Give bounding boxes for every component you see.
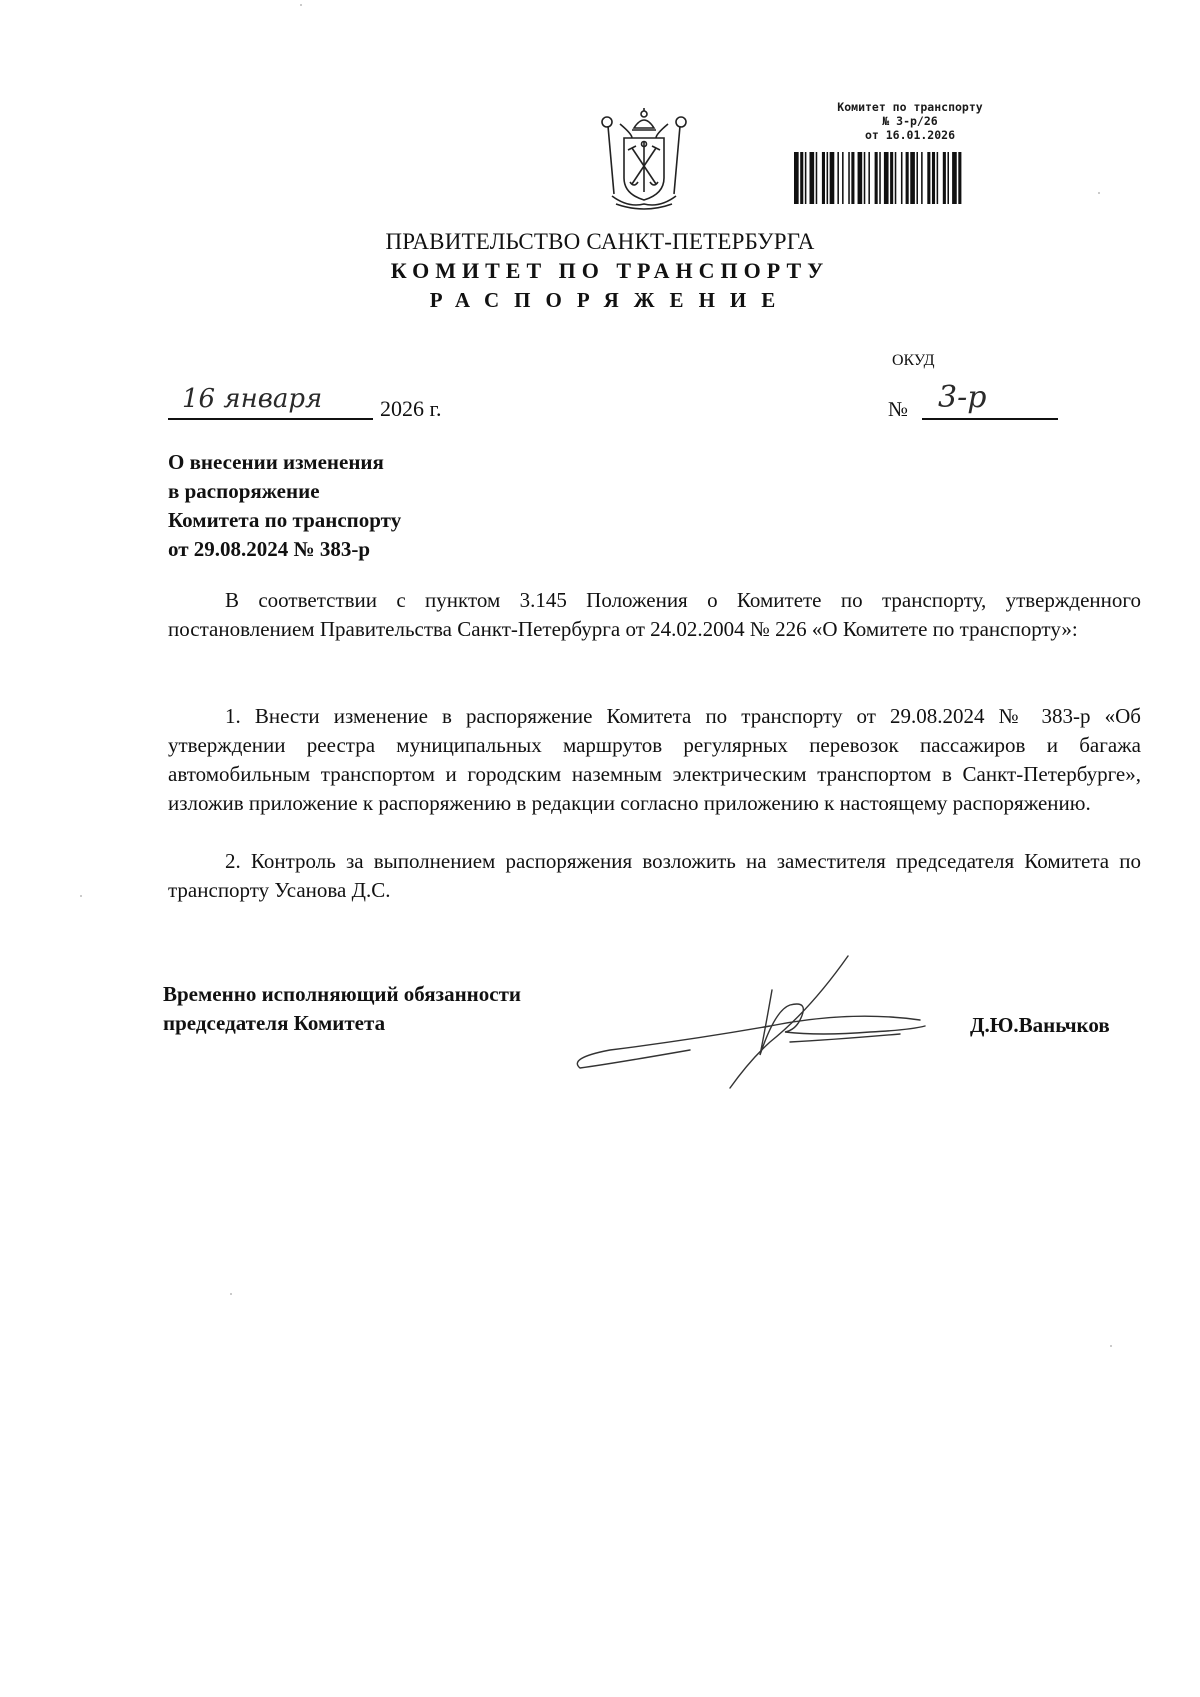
barcode-bar xyxy=(816,152,818,204)
item-2-paragraph: 2. Контроль за выполнением распоряжения возложить на заместителя председателя Комитета по транспорту Усанова Д.С. xyxy=(168,849,1141,902)
barcode-bar xyxy=(842,152,844,204)
subject-line: О внесении изменения xyxy=(168,450,384,474)
barcode-bar xyxy=(901,152,903,204)
barcode-bar xyxy=(864,152,866,204)
barcode-bar xyxy=(943,152,946,204)
barcode-bar xyxy=(851,152,854,204)
barcode-bar xyxy=(947,152,949,204)
subject-line: от 29.08.2024 № 383-р xyxy=(168,537,371,561)
barcode xyxy=(794,152,1030,204)
barcode-bar xyxy=(848,152,850,204)
barcode-bar xyxy=(932,152,935,204)
barcode-bar xyxy=(916,152,918,204)
barcode-bar xyxy=(858,152,863,204)
barcode-bar xyxy=(937,152,939,204)
signatory-title-line: Временно исполняющий обязанности xyxy=(163,982,522,1006)
document-number xyxy=(888,380,1058,420)
barcode-bar xyxy=(810,152,815,204)
date-year: 2026 г. xyxy=(380,396,442,421)
document-type-title: РАСПОРЯЖЕНИЕ xyxy=(429,288,791,312)
barcode-bar xyxy=(958,152,961,204)
registration-stamp xyxy=(790,100,1030,210)
barcode-bar xyxy=(890,152,893,204)
scan-speck xyxy=(300,4,302,6)
barcode-bar xyxy=(794,152,799,204)
barcode-bar xyxy=(879,152,881,204)
barcode-bar xyxy=(884,152,889,204)
committee-title: КОМИТЕТ ПО ТРАНСПОРТУ xyxy=(390,258,830,283)
number-sign: № xyxy=(888,397,909,421)
intro-paragraph: В соответствии с пунктом 3.145 Положения о Комитете по транспорту, утвержденного постановлением Правительства Санкт-Петербурга от 24.02.2004 № 226 «О Комитете по транспорту»: xyxy=(168,588,1141,641)
handwritten-date: 16 января xyxy=(182,384,323,414)
signatory-title-line: председателя Комитета xyxy=(163,1011,386,1035)
barcode-bar xyxy=(921,152,923,204)
stamp-committee: Комитет по транспорту xyxy=(837,100,983,114)
government-title: ПРАВИТЕЛЬСТВО САНКТ-ПЕТЕРБУРГА xyxy=(385,229,815,254)
okud-label: ОКУД xyxy=(892,352,935,369)
item-1-paragraph: 1. Внести изменение в распоряжение Комитета по транспорту от 29.08.2024 № 383-р «Об утверждении реестра муниципальных маршрутов регулярных перевозок пассажиров и багажа автомобильным транспортом и городским наземным электрическим транспортом в Санкт-Петербурге», изложив приложение к распоряжению в редакции согласно приложению к настоящему распоряжению. xyxy=(168,704,1141,815)
signatory-name: Д.Ю.Ваньчков xyxy=(970,1013,1110,1037)
document-subject xyxy=(168,448,401,564)
document-date xyxy=(168,380,448,420)
barcode-bar xyxy=(827,152,829,204)
barcode-bar xyxy=(952,152,957,204)
subject-line: в распоряжение xyxy=(168,479,320,503)
barcode-bar xyxy=(910,152,915,204)
barcode-bar xyxy=(837,152,839,204)
coat-of-arms-emblem xyxy=(594,108,694,216)
barcode-bar xyxy=(800,152,803,204)
barcode-bar xyxy=(927,152,930,204)
barcode-bar xyxy=(805,152,807,204)
barcode-bar xyxy=(822,152,825,204)
scan-speck xyxy=(80,895,82,897)
signatory-title xyxy=(163,980,521,1038)
barcode-bar xyxy=(875,152,878,204)
barcode-bar xyxy=(868,152,870,204)
barcode-bar xyxy=(895,152,897,204)
scan-speck xyxy=(1098,192,1100,194)
scan-speck xyxy=(230,1293,232,1295)
barcode-bar xyxy=(906,152,909,204)
subject-line: Комитета по транспорту xyxy=(168,508,402,532)
stamp-date: от 16.01.2026 xyxy=(864,128,955,142)
stamp-number: № 3-р/26 xyxy=(882,114,938,128)
barcode-bar xyxy=(830,152,835,204)
handwritten-signature xyxy=(570,950,930,1090)
scan-speck xyxy=(1110,1345,1112,1347)
handwritten-number: 3-р xyxy=(938,380,987,415)
